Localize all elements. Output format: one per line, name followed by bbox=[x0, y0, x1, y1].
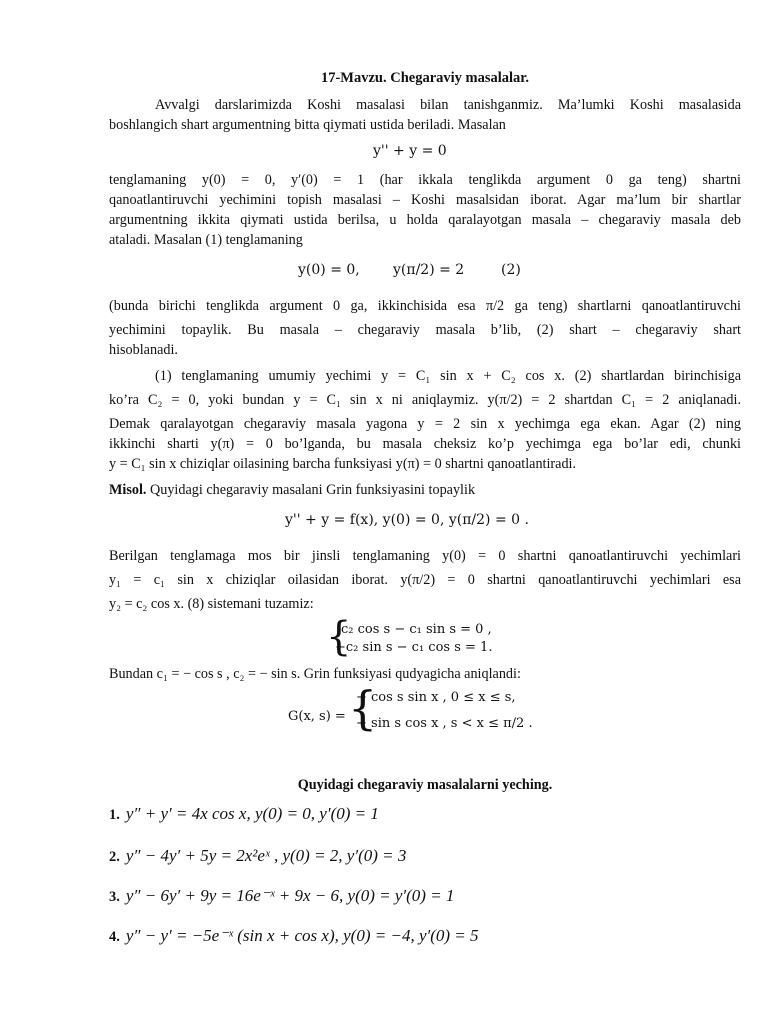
task-item-1 bbox=[109, 804, 379, 824]
example-text: Quyidagi chegaraviy masalani Grin funksiyasini topaylik bbox=[146, 482, 476, 498]
para2-line-5: y = C₁ sin x chiziqlar oilasining barcha funksiyasi y(π) = 0 shartni qanoatlantiradi. bbox=[109, 456, 577, 472]
task-number: 2. bbox=[109, 849, 120, 865]
green-brace: { bbox=[348, 681, 378, 735]
task-number: 4. bbox=[109, 929, 120, 945]
task-number: 1. bbox=[109, 807, 120, 823]
intro-line-5: argumentning ikkita qiymati ustida berilsa, u holda qaralayotgan masala – chegaraviy masala deb bbox=[109, 212, 741, 228]
system-brace: { bbox=[326, 614, 352, 660]
intro-line-6: ataladi. Masalan (1) tenglamaning bbox=[109, 232, 303, 248]
green-function-label: G(x, s) = bbox=[288, 709, 346, 724]
para2-line-1: (1) tenglamaning umumiy yechimi y = C₁ sin x + C₂ cos x. (2) shartlardan birinchisiga bbox=[155, 368, 741, 384]
para2-line-3: Demak qaralayotgan chegaraviy masala yagona y = 2 sin x yechimga ega ekan. Agar (2) ning bbox=[109, 416, 741, 432]
system-equation-2: −c₂ sin s − c₁ cos s = 1. bbox=[335, 640, 493, 655]
intro-line-3: tenglamaning y(0) = 0, y′(0) = 1 (har ikkala tenglikda argument 0 ga teng) shartni bbox=[109, 172, 741, 188]
intro-line-9: hisoblanadi. bbox=[109, 342, 178, 358]
example-equation: y'' + y = f(x), y(0) = 0, y(π/2) = 0 . bbox=[285, 512, 529, 528]
system-equation-1: c₂ cos s − c₁ sin s = 0 , bbox=[341, 622, 492, 637]
example-line-2: y₁ = c₁ sin x chiziqlar oilasidan iborat. y(π/2) = 0 shartni qanoatlantiruvchi yechimlari esa bbox=[109, 572, 741, 588]
para2-line-4: ikkinchi sharti y(π) = 0 bo’lganda, bu masala cheksiz ko’p yechimga ega bo’lar edi, chunki bbox=[109, 436, 741, 452]
task-item-4 bbox=[109, 926, 479, 946]
example-label: Misol. bbox=[109, 482, 147, 498]
task-item-2 bbox=[109, 846, 406, 866]
intro-line-4: qanoatlantiruvchi yechimini topish masalasi – Koshi masalsidan iborat. Agar ma’lum bir shartlar bbox=[109, 192, 741, 208]
para2-line-2: ko’ra C₂ = 0, yoki bundan y = C₁ sin x ni aniqlaymiz. y(π/2) = 2 shartdan C₁ = 2 aniqlanadi. bbox=[109, 392, 741, 408]
intro-line-2: boshlangich shart argumentning bitta qiymati ustida beriladi. Masalan bbox=[109, 117, 506, 133]
equation-2-number: (2) bbox=[501, 262, 521, 278]
example-line-3: y₂ = c₂ cos x. (8) sistemani tuzamiz: bbox=[109, 596, 314, 612]
task-number: 3. bbox=[109, 889, 120, 905]
intro-line-7: (bunda birichi tenglikda argument 0 ga, ikkinchisida esa π/2 ga teng) shartlarni qanoatlantiruvchi bbox=[109, 298, 741, 314]
page-title: 17-Mavzu. Chegaraviy masalalar. bbox=[320, 70, 530, 86]
intro-line-1: Avvalgi darslarimizda Koshi masalasi bilan tanishganmiz. Ma’lumki Koshi masalasida bbox=[155, 97, 741, 113]
equation-2-second: y(π/2) = 2 bbox=[393, 262, 465, 278]
equation-1: y'' + y = 0 bbox=[373, 143, 447, 159]
task-equation: y″ − 6y′ + 9y = 16e⁻ˣ + 9x − 6, y(0) = y′(0) = 1 bbox=[125, 886, 455, 905]
example-line-4: Bundan c₁ = − cos s , c₂ = − sin s. Grin funksiyasi qudyagicha aniqlandi: bbox=[109, 666, 521, 682]
example-line-1: Berilgan tenglamaga mos bir jinsli tenglamaning y(0) = 0 shartni qanoatlantiruvchi yechimlari bbox=[109, 548, 741, 564]
task-item-3 bbox=[109, 886, 454, 906]
example-intro bbox=[109, 480, 741, 500]
task-equation: y″ − y′ = −5e⁻ˣ (sin x + cos x), y(0) = −4, y′(0) = 5 bbox=[125, 926, 479, 945]
green-case-2: − sin s cos x , s < x ≤ π/2 . bbox=[356, 716, 533, 731]
tasks-heading: Quyidagi chegaraviy masalalarni yeching. bbox=[297, 777, 553, 793]
green-case-1: − cos s sin x , 0 ≤ x ≤ s, bbox=[356, 690, 516, 705]
task-equation: y″ + y′ = 4x cos x, y(0) = 0, y′(0) = 1 bbox=[125, 804, 379, 823]
intro-line-8: yechimini topaylik. Bu masala – chegaraviy masala b’lib, (2) shart – chegaraviy shart bbox=[109, 322, 741, 338]
task-equation: y″ − 4y′ + 5y = 2x²eˣ , y(0) = 2, y′(0) = 3 bbox=[125, 846, 407, 865]
equation-2-first: y(0) = 0, bbox=[298, 262, 360, 278]
